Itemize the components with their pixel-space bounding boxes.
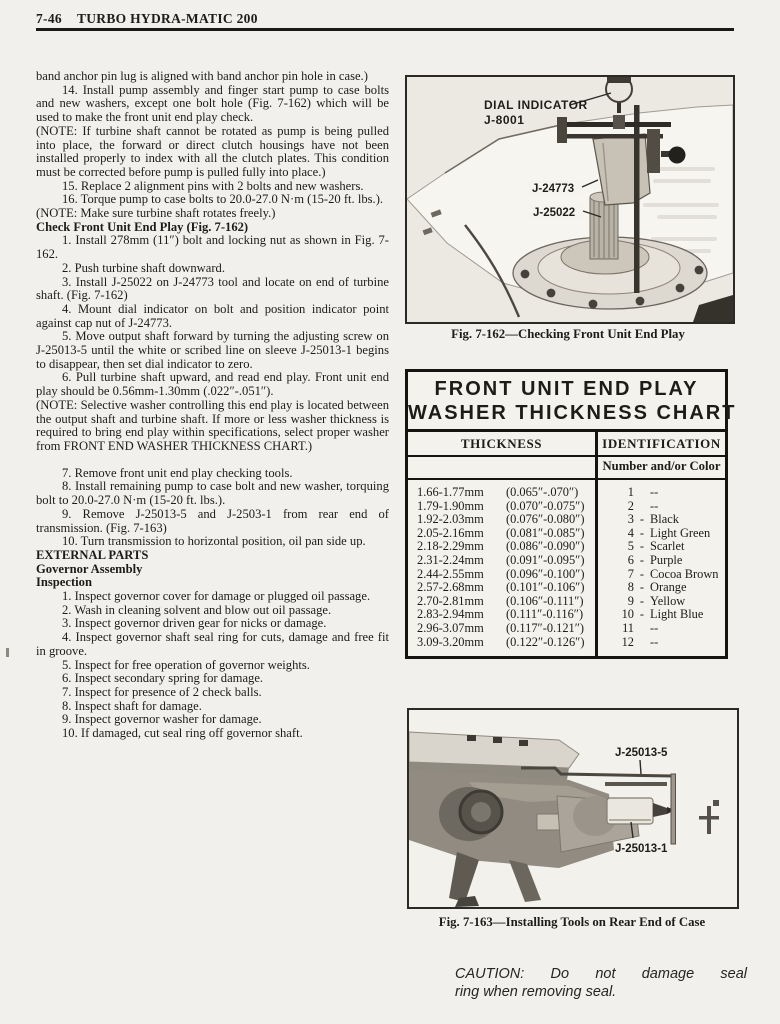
thickness-mm: 1.79-1.90mm <box>417 498 484 513</box>
dash-separator <box>634 636 650 650</box>
figure-7-163-photo <box>407 708 739 909</box>
left-column <box>36 70 389 741</box>
inspection-step: 1. Inspect governor cover for damage or plugged oil passage. <box>62 589 371 604</box>
identification-row <box>610 554 721 568</box>
thickness-row <box>417 622 595 636</box>
chart-title-line2: WASHER THICKNESS CHART <box>408 402 737 424</box>
small-clamp-bar <box>699 816 719 820</box>
thickness-inches: (0.101″-0.106″) <box>506 580 585 595</box>
figure-7-163-caption: Fig. 7-163—Installing Tools on Rear End of Case <box>438 915 706 929</box>
identification-column <box>598 480 725 656</box>
leader-line <box>640 760 641 774</box>
thickness-inches: (0.096″-0.100″) <box>506 566 585 581</box>
thickness-row <box>417 486 595 500</box>
check-steps-list-2 <box>36 467 389 549</box>
note-selective-washer: (NOTE: Selective washer controlling this end play is located between the output shaft and turbine shaft. If more or less washer thickness is required to bring end play within specifications, select proper washer from FRONT END WASHER THICKNESS CHART.) <box>36 397 389 453</box>
adjusting-knob <box>669 147 686 164</box>
thickness-row <box>417 554 595 568</box>
figure-7-162-caption: Fig. 7-162—Checking Front Unit End Play <box>451 327 685 341</box>
washer-color: Orange <box>650 580 687 595</box>
identification-header: IDENTIFICATION <box>602 436 721 451</box>
fig163-illustration <box>409 710 737 907</box>
inspection-step: 3. Inspect governor driven gear for nicks or damage. <box>62 616 327 631</box>
thickness-inches: (0.070″-0.075″) <box>506 498 585 513</box>
small-clamp-post <box>707 806 711 834</box>
figure-7-162-photo <box>405 75 735 324</box>
thickness-row <box>417 527 595 541</box>
fig162-label-j8001: J-8001 <box>484 113 525 127</box>
page-header <box>36 11 258 27</box>
check-step: 9. Remove J-25013-5 and J-2503-1 from rear end of transmission. (Fig. 7-163) <box>36 506 389 535</box>
check-end-play-heading: Check Front Unit End Play (Fig. 7-162) <box>36 219 249 234</box>
inspection-step: 4. Inspect governor shaft seal ring for cuts, damage and free fit in groove. <box>36 630 389 658</box>
case-boss-bore <box>471 802 491 822</box>
check-step: 4. Mount dial indicator on bolt and position indicator point against cap nut of J-24773. <box>36 301 389 330</box>
fig163-label-j25013-5: J-25013-5 <box>615 747 668 759</box>
dash-separator: - <box>639 580 645 595</box>
thickness-row <box>417 500 595 514</box>
dash-separator: - <box>639 566 645 581</box>
washer-number: 12 <box>621 634 634 649</box>
fig162-label-dial-indicator: DIAL INDICATOR <box>484 98 588 112</box>
thickness-inches: (0.111″-0.116″) <box>506 607 584 622</box>
chart-body <box>408 480 725 656</box>
dash-separator: - <box>639 512 645 527</box>
thickness-mm: 2.57-2.68mm <box>417 580 484 595</box>
dash-separator: - <box>639 607 645 622</box>
washer-color: -- <box>650 634 659 649</box>
identification-row <box>610 527 721 541</box>
fig162-label-j24773: J-24773 <box>532 183 575 195</box>
thickness-inches: (0.065″-.070″) <box>506 485 579 499</box>
fig162-illustration <box>407 77 733 322</box>
washer-number: 6 <box>627 552 634 567</box>
thickness-row <box>417 608 595 622</box>
washer-number: 8 <box>627 580 634 595</box>
clamp-block-mid <box>613 115 625 129</box>
thickness-mm: 2.31-2.24mm <box>417 552 484 567</box>
checking-bolt <box>634 105 640 293</box>
washer-number: 9 <box>627 593 634 608</box>
washer-number: 10 <box>621 607 634 622</box>
dash-separator: - <box>639 525 645 540</box>
washer-color: -- <box>650 498 659 513</box>
number-color-subheader: Number and/or Color <box>602 459 721 473</box>
washer-thickness-chart <box>405 369 737 659</box>
dial-cap <box>607 77 631 83</box>
washer-number: 3 <box>627 512 634 527</box>
washer-number: 4 <box>627 525 634 540</box>
thickness-row <box>417 568 595 582</box>
thickness-mm: 2.96-3.07mm <box>417 620 484 635</box>
thickness-row <box>417 513 595 527</box>
thickness-inches: (0.086″-0.090″) <box>506 539 585 554</box>
identification-row <box>610 608 721 622</box>
thickness-mm: 2.05-2.16mm <box>417 525 484 540</box>
identification-row <box>610 513 721 527</box>
thickness-row <box>417 636 595 650</box>
tool-j25013-5-leg <box>671 774 676 844</box>
washer-color: Purple <box>650 552 683 567</box>
thickness-mm: 2.83-2.94mm <box>417 607 484 622</box>
thickness-mm: 1.66-1.77mm <box>417 485 484 499</box>
dash-separator <box>634 622 650 636</box>
identification-row <box>610 500 721 514</box>
governor-assembly-heading: Governor Assembly <box>36 561 143 576</box>
thickness-row <box>417 595 595 609</box>
external-parts-heading: EXTERNAL PARTS <box>36 547 149 562</box>
washer-number: 1 <box>627 485 634 499</box>
check-step: 10. Turn transmission to horizontal position, oil pan side up. <box>62 534 366 549</box>
thickness-mm: 2.70-2.81mm <box>417 593 484 608</box>
dash-separator: - <box>639 539 645 554</box>
chart-subheader-row <box>408 457 725 480</box>
thickness-inches: (0.106″-0.111″) <box>506 593 584 608</box>
thickness-mm: 1.92-2.03mm <box>417 512 484 527</box>
page-number: 7-46 <box>36 11 62 26</box>
step-15: 15. Replace 2 alignment pins with 2 bolts and new washers. <box>62 178 364 193</box>
dash-separator: - <box>639 593 645 608</box>
identification-row <box>610 581 721 595</box>
identification-row <box>610 540 721 554</box>
washer-color: Scarlet <box>650 539 685 554</box>
step-16: 16. Torque pump to case bolts to 20.0-27.0 N·m (15-20 ft. lbs.). <box>62 192 384 207</box>
chart-header-row <box>408 432 725 457</box>
identification-row <box>610 595 721 609</box>
check-step: 8. Install remaining pump to case bolt and new washer, torquing bolt to 20.0-27.0 N·m (15-20 ft. lbs.). <box>36 479 389 508</box>
check-step: 1. Install 278mm (11″) bolt and locking nut as shown in Fig. 7-162. <box>36 233 389 262</box>
thickness-column <box>408 480 598 656</box>
dash-separator <box>634 486 650 500</box>
thickness-inches: (0.081″-0.085″) <box>506 525 585 540</box>
washer-number: 2 <box>627 498 634 513</box>
scan-artifact <box>6 648 9 657</box>
check-step: 6. Pull turbine shaft upward, and read end play. Front unit end play should be 0.56mm-1.30mm (.022″-.051″). <box>36 370 389 399</box>
washer-color: Yellow <box>650 593 686 608</box>
inspection-step: 2. Wash in cleaning solvent and blow out oil passage. <box>62 602 332 617</box>
thickness-inches: (0.091″-0.095″) <box>506 552 585 567</box>
dash-separator: - <box>639 552 645 567</box>
inspection-heading: Inspection <box>36 575 92 590</box>
inspection-step: 9. Inspect governor washer for damage. <box>62 712 262 727</box>
page-title: TURBO HYDRA-MATIC 200 <box>76 11 258 26</box>
caution-line2: ring when removing seal. <box>455 984 617 1000</box>
inspection-steps-list <box>36 590 389 741</box>
chart-title-line1: FRONT UNIT END PLAY <box>434 378 699 400</box>
chart-title <box>408 372 737 432</box>
case-tag <box>537 814 561 830</box>
inspection-step: 6. Inspect secondary spring for damage. <box>62 671 264 686</box>
washer-color: Light Blue <box>650 607 704 622</box>
washer-number: 5 <box>627 539 634 554</box>
inspection-step: 5. Inspect for free operation of governor weights. <box>62 657 310 672</box>
fig163-label-j25013-1: J-25013-1 <box>615 843 668 855</box>
check-step: 5. Move output shaft forward by turning the adjusting screw on J-25013-5 until the white or scribed line on sleeve J-25013-1 begins to disappear, then set dial indicator to zero. <box>36 329 389 371</box>
thickness-row <box>417 581 595 595</box>
identification-row <box>610 636 721 650</box>
thickness-inches: (0.117″-0.121″) <box>506 620 584 635</box>
identification-row <box>610 622 721 636</box>
clamp-post <box>647 129 660 173</box>
thickness-header: THICKNESS <box>408 432 598 455</box>
thickness-inches: (0.076″-0.080″) <box>506 512 585 527</box>
washer-color: Cocoa Brown <box>650 566 719 581</box>
note-turbine: (NOTE: If turbine shaft cannot be rotated as pump is being pulled into place, the forward or direct clutch housings have not been installed properly to index with all the clutch plates. This condition must be corrected before pump is pulled fully into place.) <box>36 123 389 179</box>
clamp-block-left <box>557 117 567 143</box>
check-step: 7. Remove front unit end play checking tools. <box>62 465 293 480</box>
washer-color: Black <box>650 512 679 527</box>
small-clamp-head <box>713 800 719 806</box>
dash-separator <box>634 500 650 514</box>
fig162-label-j25022: J-25022 <box>533 207 576 219</box>
inspection-step: 10. If damaged, cut seal ring off governor shaft. <box>62 726 303 741</box>
inspection-step: 7. Inspect for presence of 2 check balls. <box>62 684 262 699</box>
thickness-inches: (0.122″-0.126″) <box>506 634 585 649</box>
caution-note <box>455 965 747 1001</box>
thickness-mm: 2.44-2.55mm <box>417 566 484 581</box>
washer-color: Light Green <box>650 525 711 540</box>
thickness-mm: 2.18-2.29mm <box>417 539 484 554</box>
header-rule <box>36 28 734 31</box>
bracket-shelf <box>605 782 667 786</box>
check-steps-list <box>36 234 389 398</box>
washer-number: 7 <box>627 566 634 581</box>
note-rotates: (NOTE: Make sure turbine shaft rotates freely.) <box>36 206 276 221</box>
identification-row <box>610 486 721 500</box>
washer-color: -- <box>650 620 659 635</box>
intro-paragraph: band anchor pin lug is aligned with band anchor pin hole in case.) <box>36 69 368 83</box>
identification-row <box>610 568 721 582</box>
caution-line1: CAUTION: Do not damage seal <box>455 966 747 982</box>
check-step: 3. Install J-25022 on J-24773 tool and locate on end of turbine shaft. (Fig. 7-162) <box>36 274 389 303</box>
thickness-row <box>417 540 595 554</box>
washer-number: 11 <box>622 620 634 635</box>
step-14: 14. Install pump assembly and finger start pump to case bolts and new washers, except one bolt hole (Fig. 7-162) which will be used to make the front unit end play check. <box>36 82 389 125</box>
washer-color: -- <box>650 485 659 499</box>
thickness-subheader-empty <box>408 457 598 478</box>
inspection-step: 8. Inspect shaft for damage. <box>62 698 202 713</box>
thickness-mm: 3.09-3.20mm <box>417 634 484 649</box>
check-step: 2. Push turbine shaft downward. <box>62 260 225 275</box>
